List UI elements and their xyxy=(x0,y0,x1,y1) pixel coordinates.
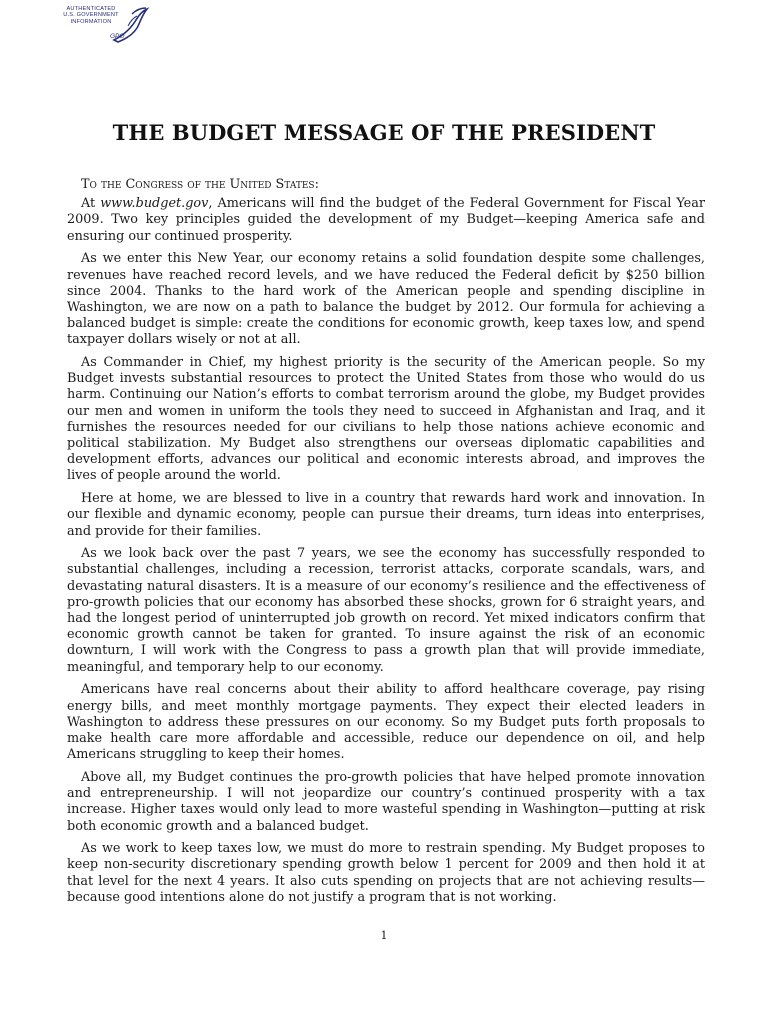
paragraph-5: As we look back over the past 7 years, we see the economy has successfully responded to substantial challenges, including a recession, terrorist attacks, corporate scandals, wars, and devastating natural disasters. It is a measure of our economy’s resilience and the effectiveness of pro-growth policies that our economy has absorbed these shocks, grown for 6 straight years, and had the longest period of uninterrupted job growth on record. Yet mixed indicators confirm that economic growth cannot be taken for granted. To insure against the risk of an economic downturn, I will work with the Congress to pass a growth plan that will provide immediate, meaningful, and temporary help to our economy. xyxy=(67,546,705,675)
salutation: To the Congress of the United States: xyxy=(81,177,319,192)
gpo-logo-line-2: U.S. GOVERNMENT xyxy=(63,12,119,19)
paragraph-7: Above all, my Budget continues the pro-growth policies that have helped promote innovation and entrepreneurship. I will not jeopardize our country’s continued prosperity with a tax increase. Higher taxes would only lead to more wasteful spending in Washington—putting at risk both economic growth and a balanced budget. xyxy=(67,769,705,834)
gpo-abbreviation: GPO xyxy=(110,33,125,40)
paragraph-1-prefix: At xyxy=(81,196,101,212)
gpo-logo-line-3: INFORMATION xyxy=(70,18,112,25)
paragraph-4: Here at home, we are blessed to live in a country that rewards hard work and innovation. In our flexible and dynamic economy, people can pursue their dreams, turn ideas into enterprises, and provide for their families. xyxy=(67,491,705,539)
gpo-authentication-logo xyxy=(58,6,150,46)
paragraph-2: As we enter this New Year, our economy retains a solid foundation despite some challenges, revenues have reached record levels, and we have reduced the Federal deficit by $250 billion since 2004. Thanks to the hard work of the American people and spending discipline in Washington, we are now on a path to balance the budget by 2012. Our formula for achieving a balanced budget is simple: create the conditions for economic growth, keep taxes low, and spend taxpayer dollars wisely or not at all. xyxy=(67,251,705,348)
document-title: THE BUDGET MESSAGE OF THE PRESIDENT xyxy=(112,120,656,145)
gpo-logo-line-1: AUTHENTICATED xyxy=(66,6,116,12)
budget-website-link[interactable]: www.budget.gov xyxy=(100,196,209,212)
paragraph-1-text: , Americans will find the budget of the Federal Government for Fiscal Year 2009. Two key principles guided the development of my Budget—keeping America safe and ensuring our continued prosperity. xyxy=(67,196,705,244)
paragraph-1 xyxy=(67,196,705,245)
paragraph-6: Americans have real concerns about their ability to afford healthcare coverage, pay rising energy bills, and meet monthly mortgage payments. They expect their elected leaders in Washington to address these pressures on our economy. So my Budget puts forth proposals to make health care more affordable and accessible, reduce our dependence on oil, and help Americans struggling to keep their homes. xyxy=(67,682,705,763)
message-body xyxy=(67,177,705,913)
paragraph-8: As we work to keep taxes low, we must do more to restrain spending. My Budget proposes to keep non-security discretionary spending growth below 1 percent for 2009 and then hold it at that level for the next 4 years. It also cuts spending on projects that are not achieving results—because good intentions alone do not justify a program that is not working. xyxy=(67,841,705,905)
page-number: 1 xyxy=(380,929,388,942)
paragraph-3: As Commander in Chief, my highest priority is the security of the American people. So my Budget invests substantial resources to protect the United States from those who would do us harm. Continuing our Nation’s efforts to combat terrorism around the globe, my Budget provides our men and women in uniform the tools they need to succeed in Afghanistan and Iraq, and it furnishes the resources needed for our civilians to help those nations achieve economic and political stabilization. My Budget also strengthens our overseas diplomatic capabilities and development efforts, advances our political and economic interests abroad, and improves the lives of people around the world. xyxy=(67,355,705,484)
eagle-icon xyxy=(108,6,150,46)
